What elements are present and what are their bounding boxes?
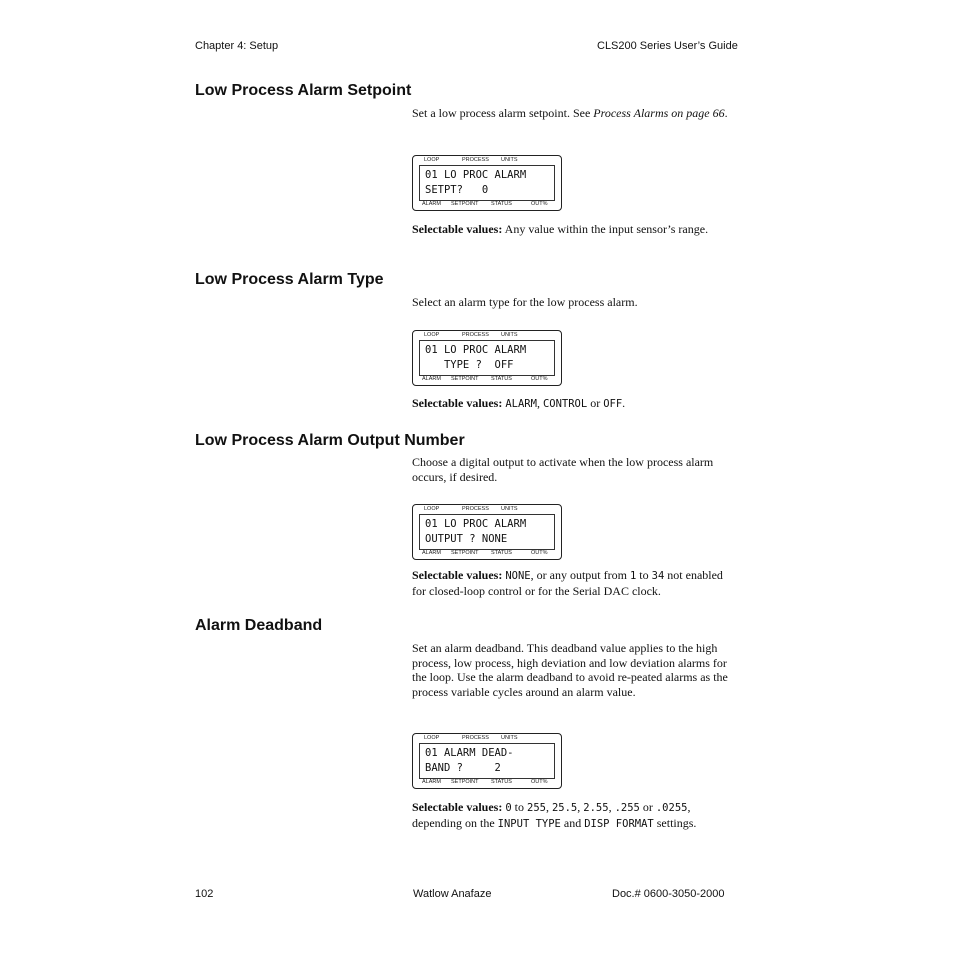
display-line-1: 01 LO PROC ALARM (425, 344, 527, 356)
display-line-2: SETPT? 0 (425, 184, 489, 196)
controller-display: LOOP PROCESS UNITS 01 ALARM DEAD- BAND ? 2 ALARM SETPOINT STATUS OUT% (412, 733, 562, 789)
page-number: 102 (195, 888, 214, 900)
controller-display: LOOP PROCESS UNITS 01 LO PROC ALARM OUTPUT ? NONE ALARM SETPOINT STATUS OUT% (412, 504, 562, 560)
section-title-low-process-alarm-setpoint: Low Process Alarm Setpoint (195, 82, 412, 99)
display-line-2: OUTPUT ? NONE (425, 533, 508, 545)
selectable-values: Selectable values: ALARM, CONTROL or OFF. (412, 396, 626, 410)
display-line-2: BAND ? 2 (425, 762, 501, 774)
section-description: Set a low process alarm setpoint. See Process Alarms on page 66. (412, 106, 728, 120)
section-description: Set an alarm deadband. This deadband value applies to the high process, low process, high deviation and low deviation alarms for the loop. Use the alarm deadband to avoid re-peated alarms as the process variable cycles around an alarm value. (412, 641, 728, 699)
footer-company: Watlow Anafaze (413, 888, 492, 900)
section-title-alarm-deadband: Alarm Deadband (195, 617, 323, 634)
running-header-title: CLS200 Series User’s Guide (597, 40, 738, 52)
section-description: Choose a digital output to activate when the low process alarm occurs, if desired. (412, 455, 714, 484)
display-line-1: 01 LO PROC ALARM (425, 518, 527, 530)
cross-reference: Process Alarms on page 66 (593, 106, 725, 120)
section-title-low-process-alarm-output-number: Low Process Alarm Output Number (195, 432, 465, 449)
display-line-1: 01 ALARM DEAD- (425, 747, 514, 759)
display-screen (419, 165, 555, 201)
controller-display: LOOP PROCESS UNITS 01 LO PROC ALARM TYPE ? OFF ALARM SETPOINT STATUS OUT% (412, 330, 562, 386)
display-screen (419, 743, 555, 779)
section-title-low-process-alarm-type: Low Process Alarm Type (195, 271, 384, 288)
display-line-1: 01 LO PROC ALARM (425, 169, 527, 181)
display-line-2: TYPE ? OFF (425, 359, 514, 371)
footer-doc-number: Doc.# 0600-3050-2000 (612, 888, 725, 900)
display-screen (419, 340, 555, 376)
display-screen (419, 514, 555, 550)
section-description: Select an alarm type for the low process alarm. (412, 295, 638, 309)
selectable-values: Selectable values: Any value within the input sensor’s range. (412, 222, 709, 236)
running-header-chapter: Chapter 4: Setup (195, 40, 279, 52)
selectable-values: Selectable values: 0 to 255, 25.5, 2.55, .255 or .0255, depending on the INPUT TYPE and DISP FORMAT settings. (412, 800, 697, 830)
selectable-values: Selectable values: NONE, or any output from 1 to 34 not enabled for closed-loop control or for the Serial DAC clock. (412, 568, 723, 598)
controller-display: LOOP PROCESS UNITS 01 LO PROC ALARM SETPT? 0 ALARM SETPOINT STATUS OUT% (412, 155, 562, 211)
